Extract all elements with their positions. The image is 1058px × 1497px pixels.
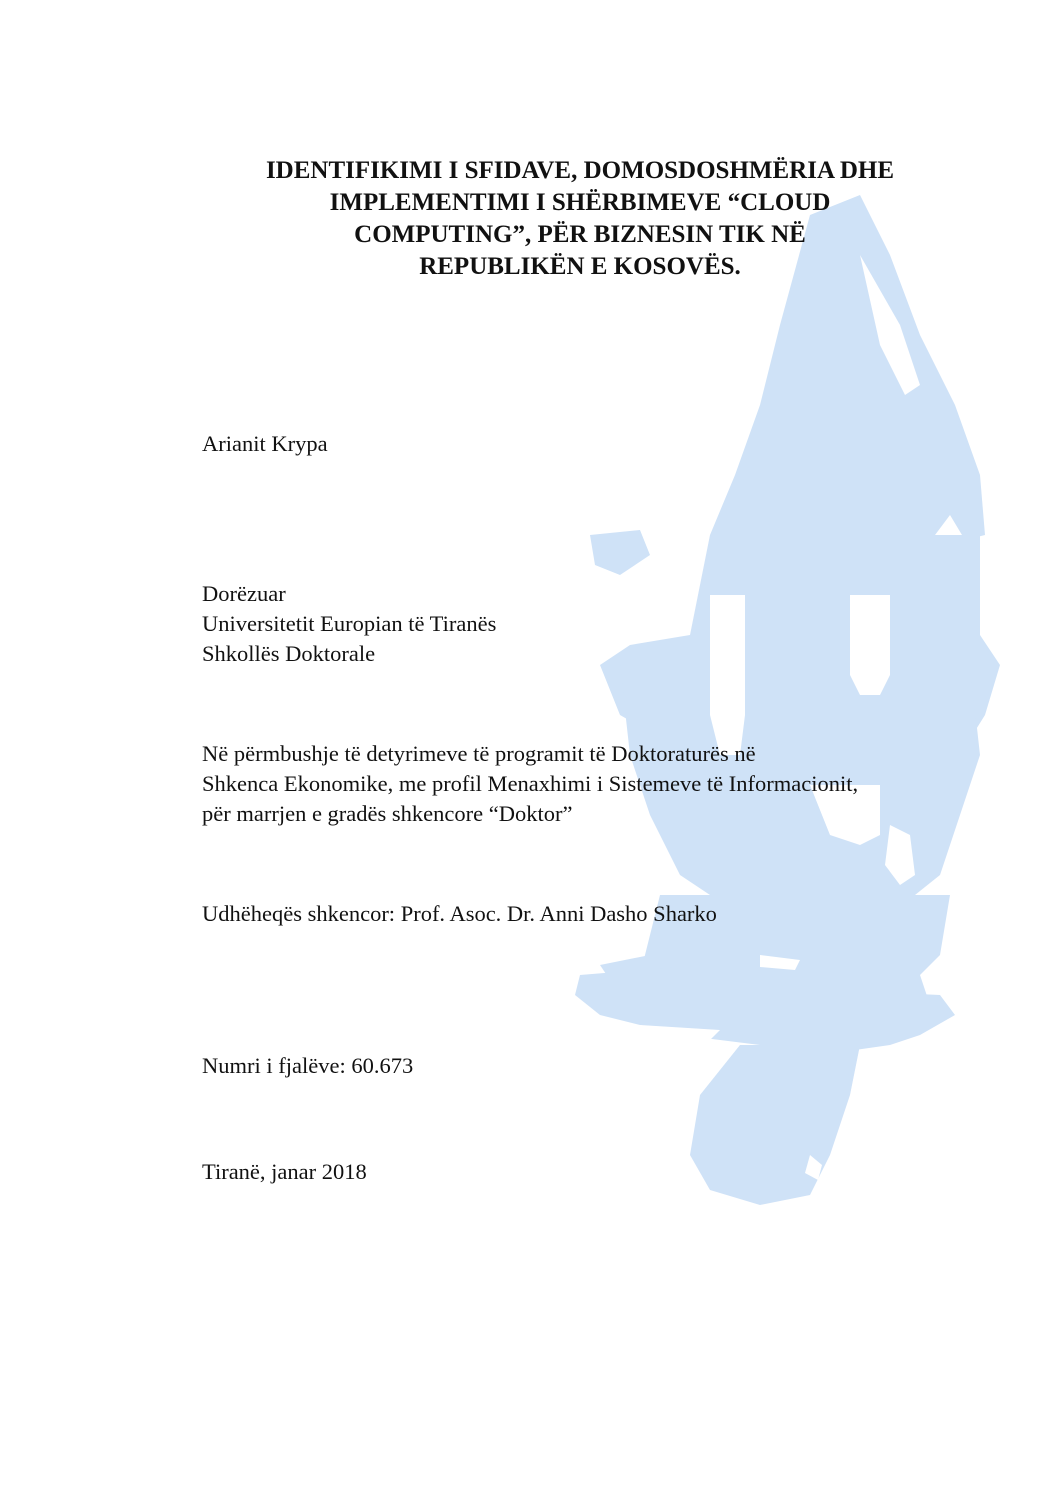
submission-block [202, 579, 496, 669]
submission-line: Shkollës Doktorale [202, 641, 376, 666]
author-name: Arianit Krypa [202, 431, 328, 456]
thesis-title-line: REPUBLIKËN E KOSOVËS. [419, 253, 741, 280]
fulfillment-line: për marrjen e gradës shkencore “Doktor” [202, 801, 573, 826]
author-block [202, 429, 328, 459]
word-count: Numri i fjalëve: 60.673 [202, 1053, 414, 1078]
fulfillment-line: Shkenca Ekonomike, me profil Menaxhimi i Sistemeve të Informacionit, [202, 771, 859, 796]
place-date: Tiranë, janar 2018 [202, 1159, 367, 1184]
thesis-title [200, 155, 960, 283]
thesis-title-line: IDENTIFIKIMI I SFIDAVE, DOMOSDOSHMËRIA DHE [265, 157, 895, 184]
supervisor-block [202, 899, 717, 929]
place-date-block [202, 1157, 367, 1187]
fulfillment-statement [202, 739, 858, 829]
word-count-block [202, 1051, 413, 1081]
submission-line: Universitetit Europian të Tiranës [202, 611, 497, 636]
thesis-title-line: IMPLEMENTIMI I SHËRBIMEVE “CLOUD [329, 189, 831, 216]
submission-line: Dorëzuar [202, 581, 286, 606]
supervisor-name: Udhëheqës shkencor: Prof. Asoc. Dr. Anni Dasho Sharko [202, 901, 717, 926]
university-building-watermark-icon [560, 195, 1000, 1225]
thesis-title-line: COMPUTING”, PËR BIZNESIN TIK NË [354, 221, 806, 248]
fulfillment-line: Në përmbushje të detyrimeve të programit të Doktoraturës në [202, 741, 756, 766]
